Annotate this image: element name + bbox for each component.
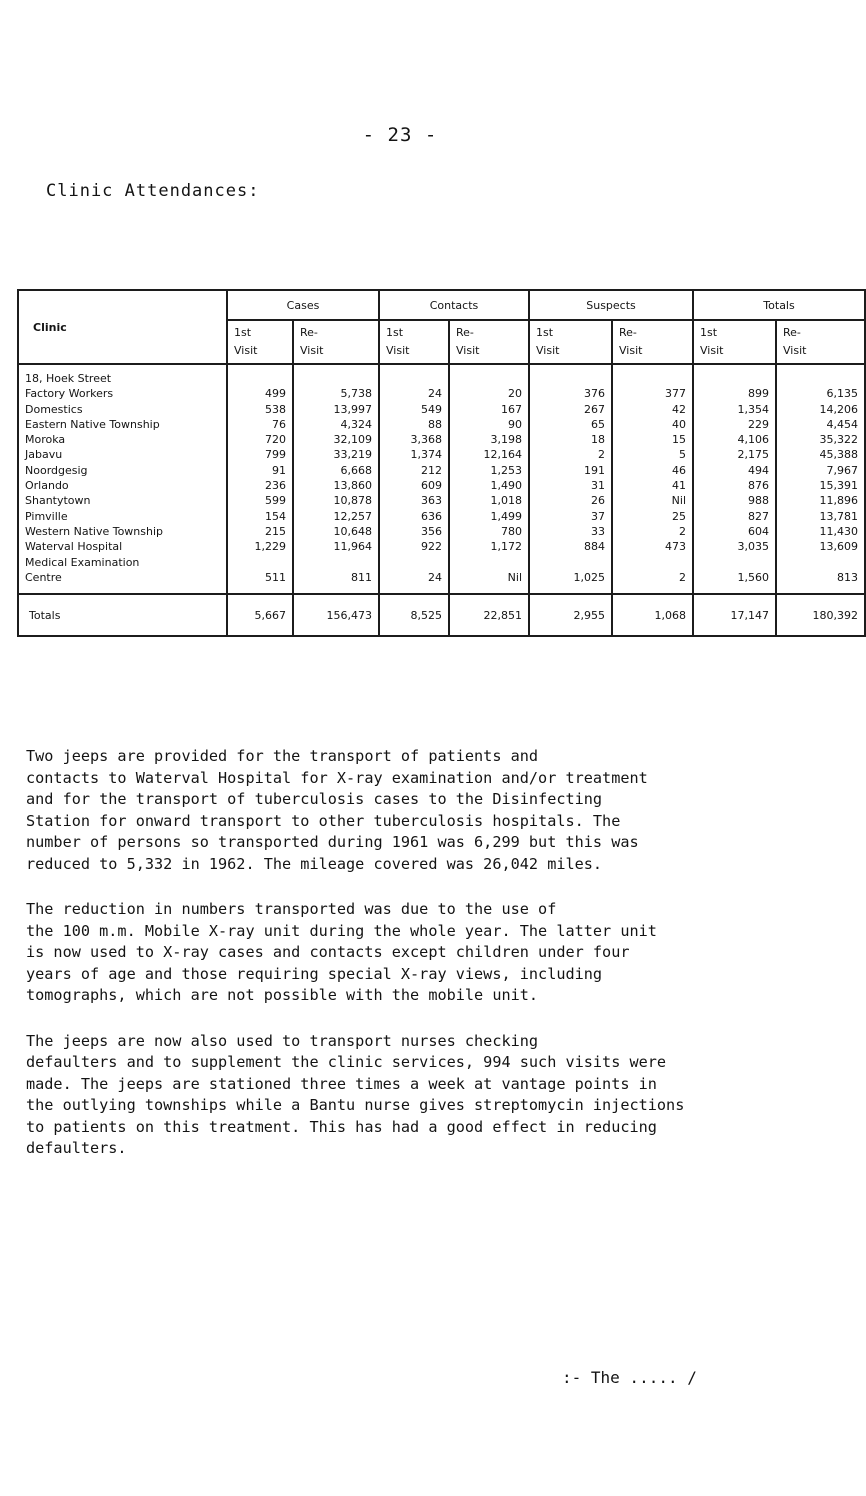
- table-cell: 1,253: [490, 463, 522, 477]
- table-cell: [456, 371, 522, 386]
- paragraph: The reduction in numbers transported was due to the use of the 100 m.m. Mobile X-ray unit during the whole year. The latter unit is now used to X-ray cases and contacts except children under four years of age and those requiring special X-ray views, including tomographs, which are not possible with the mobile unit.: [26, 900, 657, 1004]
- table-cell: 799: [265, 448, 286, 462]
- table-cell: 376: [584, 387, 605, 401]
- table-cell: 12,164: [483, 448, 522, 462]
- table-cell: 473: [665, 540, 686, 554]
- table-cell: 4,106: [737, 433, 769, 447]
- table-cell: 31: [591, 479, 605, 493]
- table-cell: 10,648: [333, 524, 372, 538]
- table-cell: 2: [679, 524, 686, 538]
- group-header-cases: Cases: [227, 290, 379, 320]
- table-cell: Nil: [671, 494, 686, 508]
- table-cell: [783, 371, 858, 386]
- total-cell: 2,955: [529, 594, 612, 636]
- table-cell: 377: [665, 387, 686, 401]
- table-cell: 538: [265, 402, 286, 416]
- table-cell: 13,997: [333, 402, 372, 416]
- table-cell: 18: [591, 433, 605, 447]
- table-cell: 13,609: [819, 540, 859, 554]
- table-cell: 236: [265, 479, 286, 493]
- table-cell: 4,324: [340, 417, 372, 431]
- total-cell: 180,392: [776, 594, 865, 636]
- clinic-name: Western Native Township: [25, 524, 164, 538]
- table-cell: [536, 371, 605, 386]
- clinic-name: Factory Workers: [25, 387, 114, 401]
- clinic-attendances-table: [17, 289, 866, 637]
- table-cell: [386, 371, 442, 386]
- table-cell: 37: [591, 509, 605, 523]
- table-cell: 154: [265, 509, 286, 523]
- total-cell: 5,667: [227, 594, 293, 636]
- clinic-name: Domestics: [25, 402, 83, 416]
- table-cell: [234, 555, 286, 570]
- table-cell: 267: [584, 402, 605, 416]
- table-cell: 876: [748, 479, 769, 493]
- table-cell: 1,354: [737, 402, 769, 416]
- table-cell: [386, 555, 442, 570]
- table-cell: 11,896: [819, 494, 859, 508]
- table-cell: 884: [584, 540, 605, 554]
- clinic-name: Medical Examination: [25, 555, 140, 569]
- table-cell: 13,860: [333, 479, 372, 493]
- table-cell: 20: [508, 387, 522, 401]
- table-cell: 2: [679, 570, 686, 584]
- table-cell: [234, 371, 286, 386]
- table-cell: 229: [748, 417, 769, 431]
- table-cell: 988: [748, 494, 769, 508]
- table-cell: [300, 371, 372, 386]
- table-cell: 167: [501, 402, 522, 416]
- table-cell: 88: [428, 417, 442, 431]
- sub-header-cell: 1st Visit: [529, 320, 612, 364]
- table-cell: 1,172: [490, 540, 522, 554]
- table-cell: 45,388: [819, 448, 859, 462]
- table-cell: 5: [679, 448, 686, 462]
- table-cell: 90: [508, 417, 522, 431]
- table-cell: 91: [272, 463, 286, 477]
- table-cell: 494: [748, 463, 769, 477]
- table-cell: 14,206: [819, 402, 859, 416]
- clinic-name: Orlando: [25, 479, 69, 493]
- table-cell: 827: [748, 509, 769, 523]
- table-cell: 11,430: [819, 524, 859, 538]
- table-cell: 25: [672, 509, 686, 523]
- value-column: [293, 364, 379, 594]
- table-cell: [300, 555, 372, 570]
- table-cell: 363: [421, 494, 442, 508]
- table-cell: 813: [837, 570, 859, 584]
- table-cell: 499: [265, 387, 286, 401]
- total-cell: 8,525: [379, 594, 449, 636]
- group-header-totals: Totals: [693, 290, 865, 320]
- value-column: [449, 364, 529, 594]
- page-heading: Clinic Attendances:: [46, 181, 260, 201]
- table-cell: Nil: [507, 570, 522, 584]
- paragraph: The jeeps are now also used to transport nurses checking defaulters and to supplement the clinic services, 994 such visits were made. The jeeps are stationed three times a week at vantage points in the outlying townships while a Bantu nurse gives streptomycin injections to patients on this treatment. This has had a good effect in reducing defaulters.: [26, 1031, 685, 1157]
- table-cell: 11,964: [333, 540, 372, 554]
- table-cell: 609: [421, 479, 442, 493]
- totals-label: Totals: [18, 594, 227, 636]
- group-header-contacts: Contacts: [379, 290, 529, 320]
- table-body-row: [18, 364, 865, 594]
- table-cell: 6,668: [340, 463, 372, 477]
- clinic-name: Centre: [25, 570, 62, 584]
- sub-header-cell: 1st Visit: [693, 320, 776, 364]
- table-cell: [456, 555, 522, 570]
- group-header-suspects: Suspects: [529, 290, 693, 320]
- table-cell: 549: [421, 402, 442, 416]
- page-number: - 23 -: [362, 124, 438, 146]
- value-column: [529, 364, 612, 594]
- table-cell: 2: [598, 448, 605, 462]
- table-cell: 4,454: [826, 417, 859, 431]
- continuation-note: :- The ..... /: [562, 1368, 697, 1387]
- table-cell: [700, 555, 769, 570]
- table-cell: [536, 555, 605, 570]
- table-cell: 3,368: [410, 433, 442, 447]
- value-column: [612, 364, 693, 594]
- table-cell: 1,374: [410, 448, 442, 462]
- clinic-name-column: [18, 364, 227, 594]
- table-cell: 811: [351, 570, 372, 584]
- table-cell: 720: [265, 433, 286, 447]
- table-cell: 12,257: [333, 509, 372, 523]
- sub-header-cell: 1st Visit: [227, 320, 293, 364]
- paragraph: Two jeeps are provided for the transport of patients and contacts to Waterval Hospital for X-ray examination and/or treatment and for the transport of tuberculosis cases to the Disinfecting Station for onward transport to other tuberculosis hospitals. The number of persons so transported during 1961 was 6,299 but this was reduced to 5,332 in 1962. The mileage covered was 26,042 miles.: [26, 747, 648, 873]
- clinic-name: Noordgesig: [25, 463, 88, 477]
- value-column: [776, 364, 865, 594]
- table-cell: 65: [591, 417, 605, 431]
- table-cell: [783, 555, 858, 570]
- table-cell: 922: [421, 540, 442, 554]
- table-cell: 33,219: [333, 448, 372, 462]
- table-cell: 33: [591, 524, 605, 538]
- value-column: [379, 364, 449, 594]
- clinic-name: Jabavu: [25, 448, 63, 462]
- table-cell: 42: [672, 402, 686, 416]
- table-cell: 7,967: [826, 463, 859, 477]
- table-cell: 15,391: [819, 479, 859, 493]
- table-cell: 40: [672, 417, 686, 431]
- clinic-name: Eastern Native Township: [25, 417, 160, 431]
- table-cell: 76: [272, 417, 286, 431]
- table-cell: 636: [421, 509, 442, 523]
- total-cell: 156,473: [293, 594, 379, 636]
- table-cell: 1,018: [490, 494, 522, 508]
- total-cell: 17,147: [693, 594, 776, 636]
- body-text: [26, 746, 786, 1184]
- table-cell: 3,198: [490, 433, 522, 447]
- total-cell: 1,068: [612, 594, 693, 636]
- clinic-name: Shantytown: [25, 494, 91, 508]
- value-column: [693, 364, 776, 594]
- table-cell: 35,322: [819, 433, 859, 447]
- table-cell: 899: [748, 387, 769, 401]
- table-cell: 26: [591, 494, 605, 508]
- table-cell: 604: [748, 524, 769, 538]
- sub-header-cell: Re- Visit: [449, 320, 529, 364]
- table-cell: 5,738: [340, 387, 372, 401]
- clinic-column-header: Clinic: [18, 290, 227, 364]
- table-cell: 24: [428, 387, 442, 401]
- table-cell: 356: [421, 524, 442, 538]
- table-cell: [700, 371, 769, 386]
- total-cell: 22,851: [449, 594, 529, 636]
- table-cell: 41: [672, 479, 686, 493]
- table-cell: 1,025: [573, 570, 605, 584]
- sub-header-cell: Re- Visit: [612, 320, 693, 364]
- table-cell: 599: [265, 494, 286, 508]
- table-cell: 1,229: [254, 540, 286, 554]
- totals-row: [18, 594, 865, 636]
- clinic-name: Pimville: [25, 509, 68, 523]
- table-cell: 13,781: [819, 509, 859, 523]
- table-cell: [619, 555, 686, 570]
- sub-header-cell: 1st Visit: [379, 320, 449, 364]
- table-cell: 212: [421, 463, 442, 477]
- table-cell: 191: [584, 463, 605, 477]
- table-cell: 215: [265, 524, 286, 538]
- table-cell: 2,175: [737, 448, 769, 462]
- table-cell: 6,135: [826, 387, 859, 401]
- table-cell: 24: [428, 570, 442, 584]
- value-column: [227, 364, 293, 594]
- group-header-row: [18, 290, 865, 320]
- clinic-name: Moroka: [25, 433, 66, 447]
- table-cell: 32,109: [333, 433, 372, 447]
- table-cell: 1,560: [737, 570, 769, 584]
- sub-header-cell: Re- Visit: [776, 320, 865, 364]
- table-cell: 10,878: [333, 494, 372, 508]
- sub-header-cell: Re- Visit: [293, 320, 379, 364]
- table-cell: 1,499: [490, 509, 522, 523]
- table-cell: 3,035: [737, 540, 769, 554]
- table-cell: 780: [501, 524, 522, 538]
- clinic-name: 18, Hoek Street: [25, 372, 112, 385]
- clinic-name: Waterval Hospital: [25, 540, 123, 554]
- table-cell: [619, 371, 686, 386]
- table-cell: 46: [672, 463, 686, 477]
- table-cell: 511: [265, 570, 286, 584]
- table-cell: 15: [672, 433, 686, 447]
- table-cell: 1,490: [490, 479, 522, 493]
